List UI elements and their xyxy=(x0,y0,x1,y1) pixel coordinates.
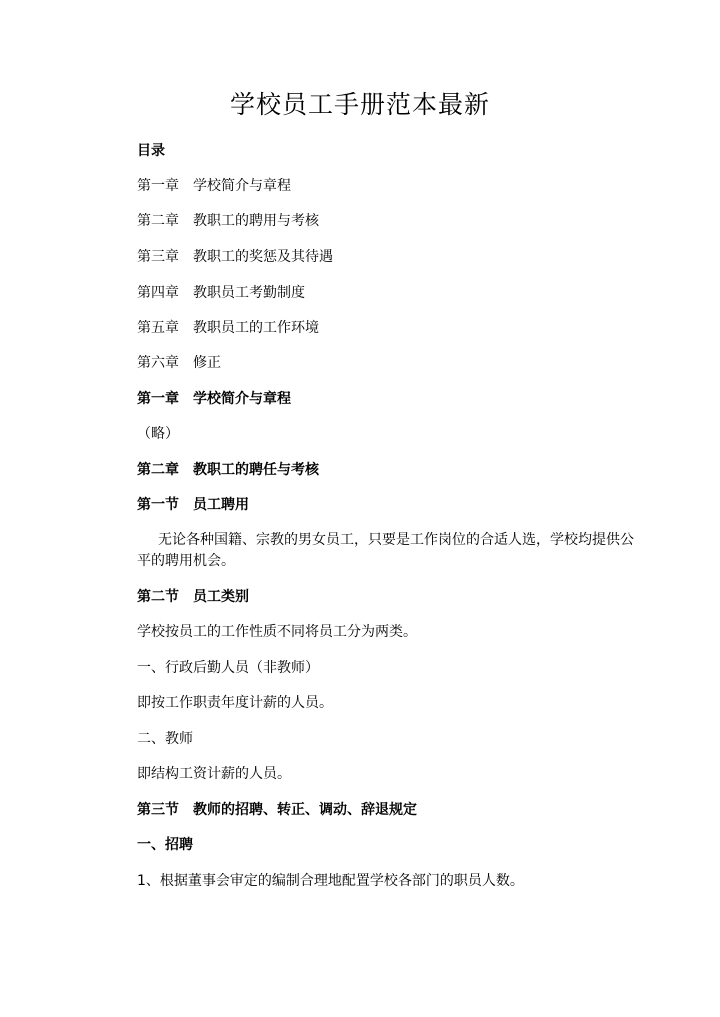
section-label: 第一节 xyxy=(137,497,179,513)
section-label: 第三节 xyxy=(137,802,179,818)
toc-item-text: 教职工的奖惩及其待遇 xyxy=(193,249,333,265)
toc-item-text: 教职员工的工作环境 xyxy=(193,320,319,336)
toc-item-text: 教职工的聘用与考核 xyxy=(193,213,319,229)
toc-item-chapter: 第四章 xyxy=(137,285,179,301)
paragraph-line: 平的聘用机会。 xyxy=(137,553,235,569)
toc-item xyxy=(137,211,319,231)
toc-item xyxy=(137,318,319,338)
paragraph: 即按工作职责年度计薪的人员。 xyxy=(137,695,333,711)
toc-item-text: 修正 xyxy=(193,355,221,371)
list-item: 一、行政后勤人员（非教师） xyxy=(137,660,319,676)
toc-item xyxy=(137,247,333,267)
chapter-title: 教职工的聘任与考核 xyxy=(193,462,319,478)
section-label: 第二节 xyxy=(137,589,179,605)
section-heading xyxy=(137,800,417,820)
section-title: 教师的招聘、转正、调动、辞退规定 xyxy=(193,802,417,818)
subsection-heading: 一、招聘 xyxy=(137,837,193,853)
paragraph: 学校按员工的工作性质不同将员工分为两类。 xyxy=(137,624,417,640)
document-title: 学校员工手册范本最新 xyxy=(229,90,490,119)
chapter-heading xyxy=(137,389,291,409)
chapter-label: 第二章 xyxy=(137,462,179,478)
chapter-body: （略） xyxy=(137,426,179,442)
paragraph-line: 无论各种国籍、宗教的男女员工，只要是工作岗位的合适人选，学校均提供公 xyxy=(158,532,634,548)
list-item: 1、根据董事会审定的编制合理地配置学校各部门的职员人数。 xyxy=(137,873,524,889)
toc-item-chapter: 第六章 xyxy=(137,355,179,371)
section-title: 员工类别 xyxy=(193,589,249,605)
list-item: 二、教师 xyxy=(137,731,193,747)
paragraph: 即结构工资计薪的人员。 xyxy=(137,766,291,782)
chapter-title: 学校简介与章程 xyxy=(193,391,291,407)
toc-item-chapter: 第一章 xyxy=(137,178,179,194)
toc-item-chapter: 第二章 xyxy=(137,213,179,229)
toc-heading: 目录 xyxy=(137,143,165,159)
toc-item xyxy=(137,176,291,196)
section-heading xyxy=(137,587,249,607)
chapter-label: 第一章 xyxy=(137,391,179,407)
toc-item-chapter: 第三章 xyxy=(137,249,179,265)
toc-item xyxy=(137,353,221,373)
chapter-heading xyxy=(137,460,319,480)
toc-item-text: 学校简介与章程 xyxy=(193,178,291,194)
toc-item-chapter: 第五章 xyxy=(137,320,179,336)
toc-item-text: 教职员工考勤制度 xyxy=(193,285,305,301)
toc-item xyxy=(137,283,305,303)
section-title: 员工聘用 xyxy=(193,497,249,513)
section-heading xyxy=(137,495,249,515)
